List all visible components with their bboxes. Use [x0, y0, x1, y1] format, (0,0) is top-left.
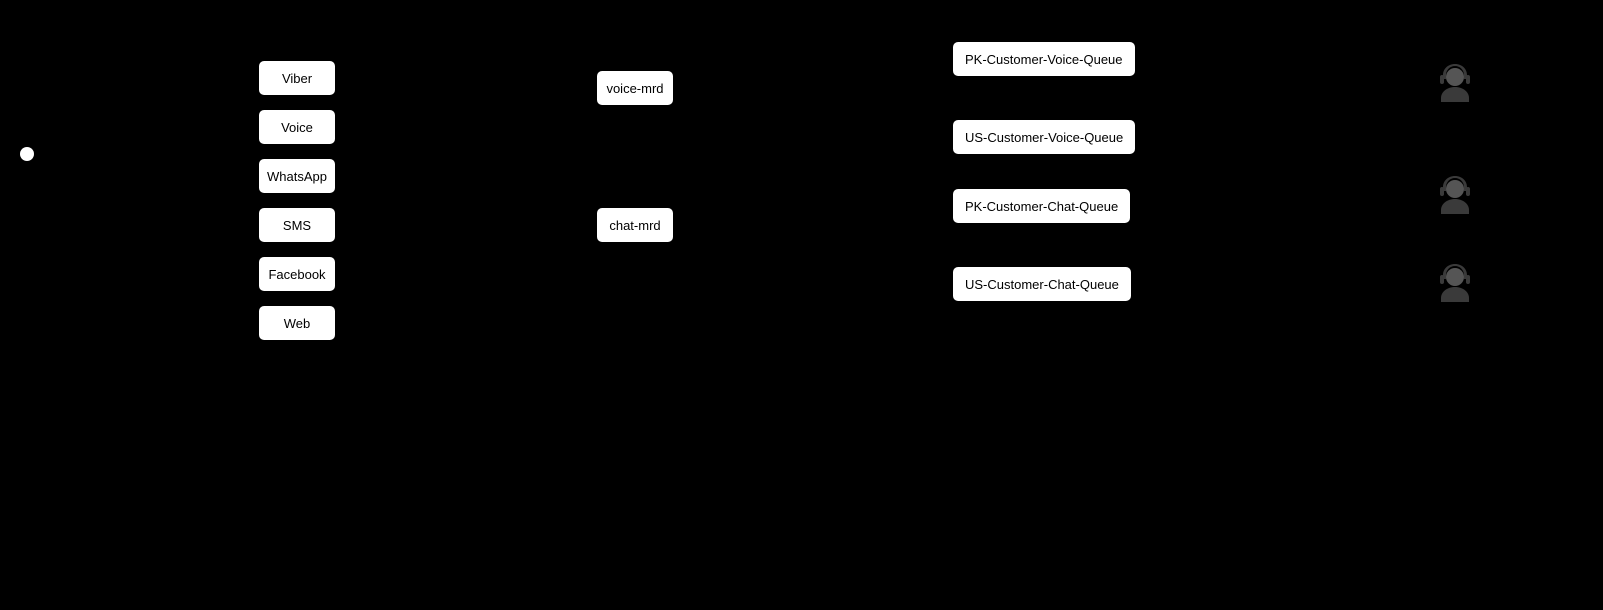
channel-label: Voice [281, 119, 313, 135]
mrd-label: chat-mrd [609, 217, 661, 233]
queue-label: PK-Customer-Chat-Queue [965, 198, 1119, 214]
queue-label: US-Customer-Voice-Queue [965, 129, 1124, 145]
channel-label: WhatsApp [267, 168, 327, 184]
channel-node-viber[interactable] [258, 60, 336, 96]
mrd-node-chat[interactable] [596, 207, 674, 243]
channel-node-sms[interactable] [258, 207, 336, 243]
queue-node-pk-chat[interactable] [952, 188, 1131, 224]
source-dot[interactable] [20, 147, 34, 161]
agent-icon-1 [1433, 60, 1477, 104]
channel-label: Web [283, 315, 311, 331]
channel-node-facebook[interactable] [258, 256, 336, 292]
queue-node-us-chat[interactable] [952, 266, 1132, 302]
channel-label: Viber [281, 70, 313, 86]
channel-node-voice[interactable] [258, 109, 336, 145]
mrd-label: voice-mrd [606, 80, 664, 96]
queue-label: US-Customer-Chat-Queue [965, 276, 1119, 292]
queue-node-us-voice[interactable] [952, 119, 1136, 155]
channel-node-whatsapp[interactable] [258, 158, 336, 194]
channel-label: SMS [282, 217, 312, 233]
agent-icon-3 [1433, 260, 1477, 304]
agent-icon-2 [1433, 172, 1477, 216]
channel-node-web[interactable] [258, 305, 336, 341]
queue-node-pk-voice[interactable] [952, 41, 1136, 77]
queue-label: PK-Customer-Voice-Queue [965, 51, 1123, 67]
channel-label: Facebook [268, 266, 326, 282]
mrd-node-voice[interactable] [596, 70, 674, 106]
